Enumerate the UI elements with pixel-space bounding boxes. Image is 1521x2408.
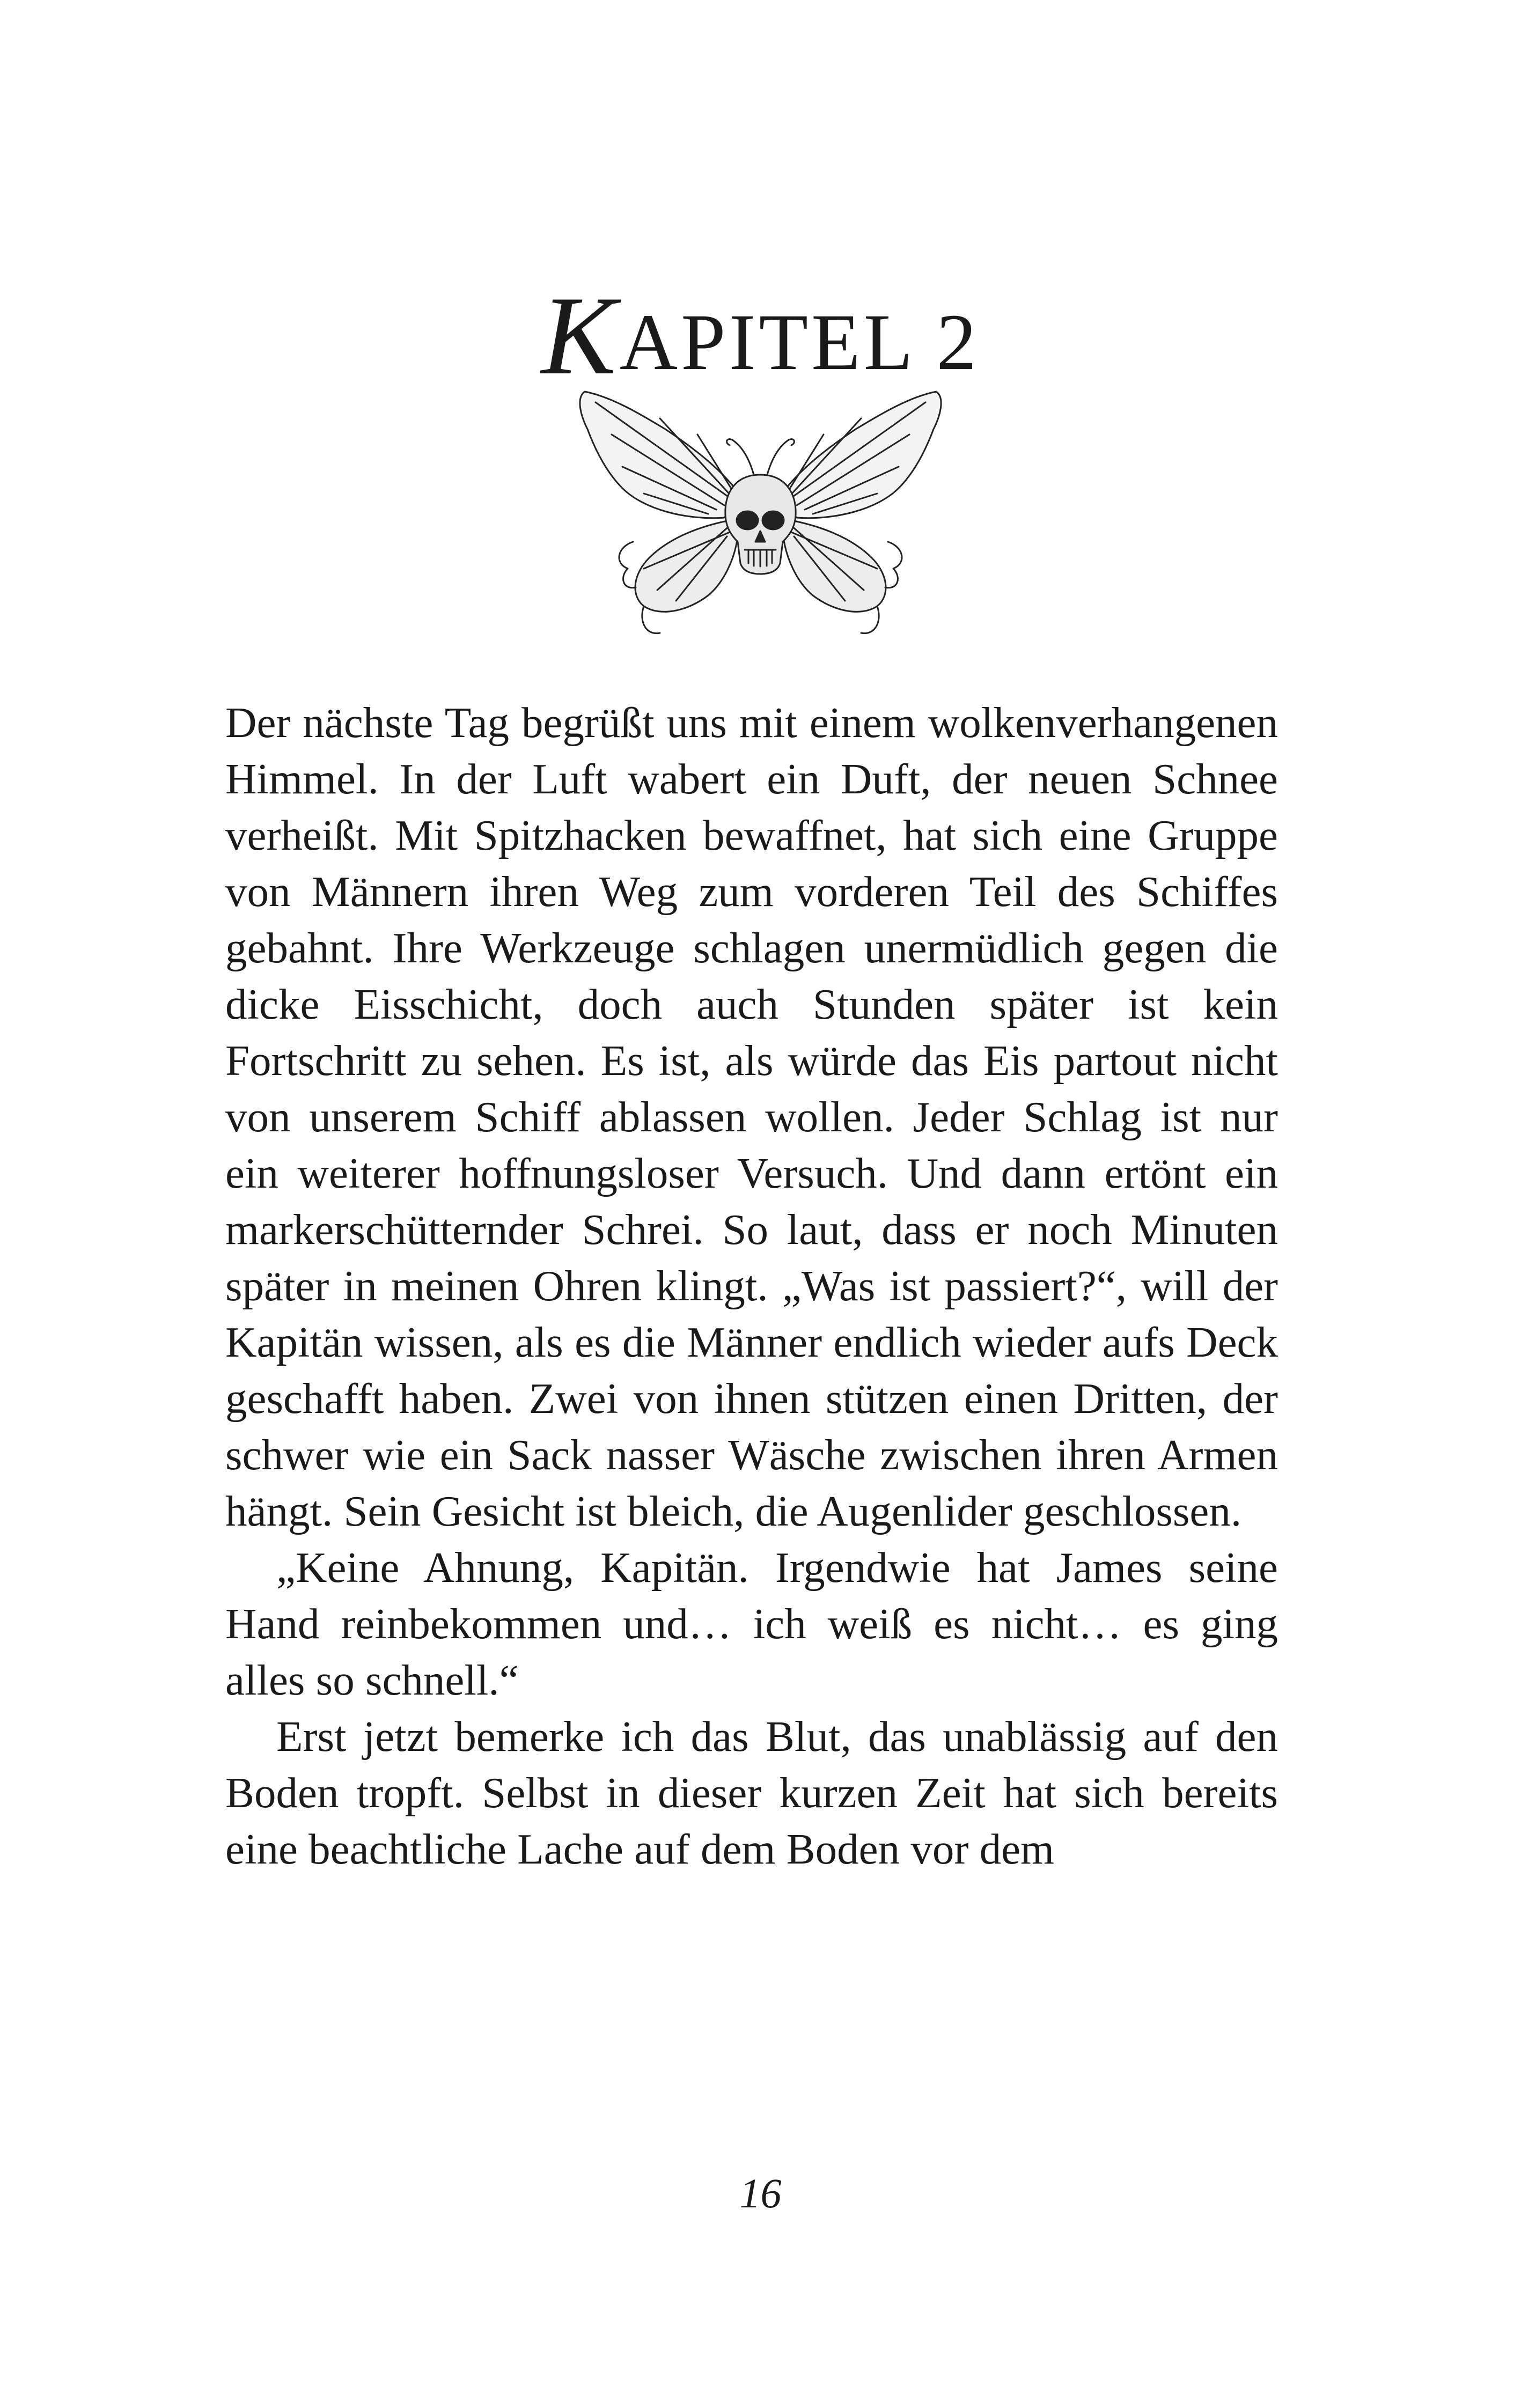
chapter-body-text: [225, 695, 1278, 1877]
chapter-title-initial: K: [541, 273, 620, 398]
page-number: 16: [739, 2170, 782, 2216]
paragraph: Erst jetzt bemerke ich das Blut, das unablässig auf den Boden tropft. Selbst in dieser kurzen Zeit hat sich bereits eine beachtliche Lache auf dem Boden vor dem: [225, 1712, 1278, 1873]
paragraph: Der nächste Tag begrüßt uns mit einem wolkenverhangenen Himmel. In der Luft wabert ein Duft, der neuen Schnee verheißt. Mit Spitzhacken bewaffnet, hat sich eine Gruppe von Männern ihren Weg zum vorderen Teil des Schiffes gebahnt. Ihre Werkzeuge schlagen unermüdlich gegen die dicke Eisschicht, doch auch Stunden später ist kein Fortschritt zu sehen. Es ist, als würde das Eis partout nicht von unserem Schiff ablassen wollen. Jeder Schlag ist nur ein weiterer hoffnungsloser Versuch. Und dann ertönt ein markerschütternder Schrei. So laut, dass er noch Minuten später in meinen Ohren klingt. „Was ist passiert?“, will der Kapitän wissen, als es die Männer endlich wieder aufs Deck geschafft haben. Zwei von ihnen stützen einen Dritten, der schwer wie ein Sack nasser Wäsche zwischen ihren Armen hängt. Sein Gesicht ist bleich, die Augenlider geschlossen.: [225, 698, 1278, 1535]
butterfly-skull-illustration: [563, 365, 958, 644]
paragraph: „Keine Ahnung, Kapitän. Irgendwie hat James seine Hand reinbekommen und… ich weiß es nicht… es ging alles so schnell.“: [225, 1543, 1278, 1704]
chapter-title-rest: APITEL 2: [619, 297, 980, 387]
